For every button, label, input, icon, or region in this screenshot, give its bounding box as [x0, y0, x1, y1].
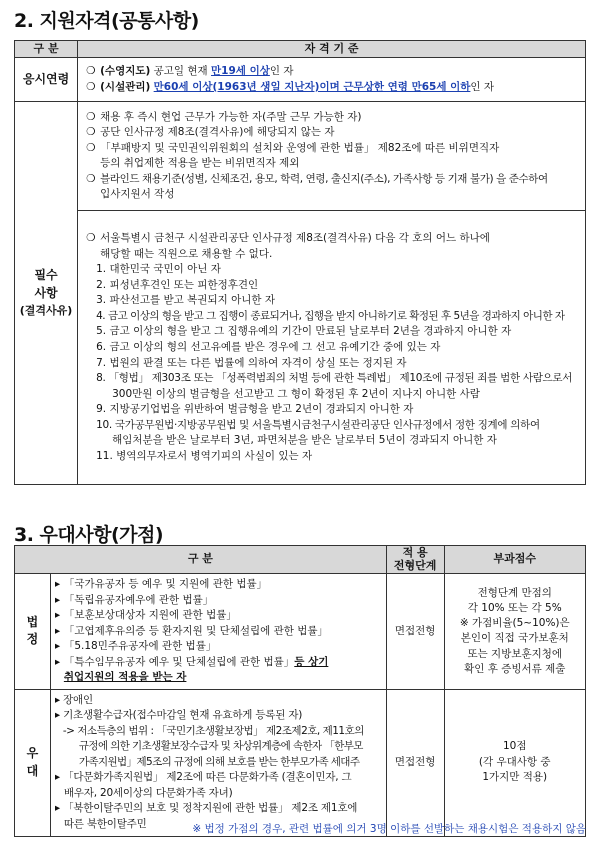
law-list — [50, 574, 386, 690]
law-score: 전형단계 만점의 각 10% 또는 각 5% ※ 가점비율(5~10%)은 본인이 직접 국가보훈처 또는 지방보훈지청에 확인 후 증빙서류 제출 — [444, 574, 586, 690]
law-label-2: 정 — [26, 632, 39, 647]
section-2-title: 2. 지원자격(공통사항) — [14, 10, 199, 32]
law-stage: 면접전형 — [386, 574, 444, 690]
law-row — [15, 574, 586, 690]
law-tail — [55, 670, 380, 686]
disq-intro-1: ❍ 서울특별시 금천구 시설관리공단 인사규정 제8조(결격사유) 다음 각 호의 어느 하나에 — [86, 231, 579, 247]
pref-score: 10점 (각 우대사항 중 1가지만 적용) — [444, 689, 586, 836]
pref-item: ▸ 기초생활수급자(접수마감일 현재 유효하게 등록된 자) — [54, 709, 303, 722]
pref-stage: 면접전형 — [386, 689, 444, 836]
circle-bullet-icon: ❍ — [86, 141, 96, 154]
table-header-row — [15, 41, 586, 58]
requirements-label-2: 사항 — [34, 286, 58, 301]
pref-label-1: 우 — [26, 745, 39, 760]
disq-item: 300만원 이상의 벌금형을 선고받고 그 형이 확정된 후 2년이 지나지 아니한 사람 — [112, 387, 480, 400]
req-line: ❍ 「부패방지 및 국민권익위원회의 설치와 운영에 관한 법률」 제82조에 따른 비위면직자 — [86, 141, 579, 157]
table-header-row — [15, 546, 586, 574]
law-item: ▸ 「5.18민주유공자에 관한 법률」 — [54, 640, 217, 653]
law-label — [15, 574, 51, 690]
pref-item: -> 저소득층의 범위 : 「국민기초생활보장법」 제2조제2호, 제11호의 — [62, 724, 364, 737]
header-category: 구 분 — [15, 546, 387, 574]
age-line-1-end: 인 자 — [269, 65, 294, 78]
preference-table — [14, 545, 586, 837]
law-item: ▸ 「국가유공자 등 예우 및 지원에 관한 법률」 — [54, 578, 268, 590]
pref-item: ▸ 장애인 — [54, 693, 93, 706]
header-score: 부과점수 — [444, 546, 586, 574]
pref-item: ▸ 「북한이탈주민의 보호 및 정착지원에 관한 법률」 제2조 제1호에 — [54, 802, 358, 815]
age-line-1-tag: (수영지도) — [100, 65, 151, 78]
requirements-row-a — [15, 102, 586, 211]
disqualification-list — [78, 211, 586, 485]
circle-bullet-icon: ❍ — [86, 232, 96, 245]
requirements-label-3: (결격사유) — [19, 303, 73, 317]
header-stage-1: 적 용 — [402, 545, 428, 559]
req-line: ❍ 공단 인사규정 제8조(결격사유)에 해당되지 않는 자 — [86, 125, 579, 141]
age-line-2-highlight: 만60세 이상(1963년 생일 지난자)이며 근무상한 연령 만65세 이하 — [153, 80, 471, 93]
header-stage — [386, 546, 444, 574]
law-tail-b: 취업지원의 적용을 받는 자 — [63, 671, 187, 684]
requirements-label-1: 필수 — [34, 268, 58, 283]
header-category: 구 분 — [15, 41, 78, 58]
circle-bullet-icon: ❍ — [86, 80, 96, 93]
pref-list — [50, 689, 386, 836]
age-line-1 — [86, 64, 579, 80]
requirements-general — [78, 102, 586, 211]
footnote: ※ 법정 가점의 경우, 관련 법률에 의거 3명 이하를 선발하는 채용시험은 적용하지 않음 — [192, 823, 586, 835]
req-line: 입사지원서 작성 — [100, 188, 175, 201]
age-line-2-end: 인 자 — [470, 80, 495, 93]
age-criteria — [78, 58, 586, 102]
req-line: 등의 취업제한 적용을 받는 비위면직자 제외 — [100, 157, 300, 170]
disq-item: 11. 병역의무자로서 병역기피의 사실이 있는 자 — [96, 449, 313, 462]
law-item: ▸ 「고엽제후유의증 등 환자지원 및 단체설립에 관한 법률」 — [54, 624, 329, 637]
pref-item: 규정에 의한 기초생활보장수급자 및 차상위계층에 속한자 「한부모 — [78, 740, 363, 753]
circle-bullet-icon: ❍ — [86, 126, 96, 139]
age-row — [15, 58, 586, 102]
circle-bullet-icon: ❍ — [86, 65, 96, 78]
pref-item: 따른 북한이탈주민 — [63, 817, 147, 830]
disq-item: 3. 파산선고를 받고 복권되지 아니한 자 — [96, 294, 275, 307]
pref-item: 배우자, 20세이상의 다문화가족 자녀) — [63, 786, 233, 799]
law-item: ▸ 「독립유공자예우에 관한 법률」 — [54, 593, 214, 606]
circle-bullet-icon: ❍ — [86, 110, 96, 123]
disq-item: 1. 대한민국 국민이 아닌 자 — [96, 263, 221, 276]
disq-item: 7. 법원의 판결 또는 다른 법률에 의하여 자격이 상실 또는 정지된 자 — [96, 356, 407, 369]
disq-intro-2: 해당할 때는 직원으로 채용할 수 없다. — [100, 247, 273, 260]
section-3-title: 3. 우대사항(가점) — [14, 524, 164, 546]
req-line: ❍ 블라인드 채용기준(성별, 신체조건, 용모, 학력, 연령, 출신지(주소), 가족사항 등 기재 불가) 을 준수하여 — [86, 172, 579, 188]
requirements-row-b — [15, 211, 586, 485]
disq-item: 9. 지방공기업법을 위반하여 벌금형을 받고 2년이 경과되지 아니한 자 — [96, 403, 414, 416]
disq-item: 6. 금고 이상의 형의 선고유예를 받은 경우에 그 선고 유예기간 중에 있는 자 — [96, 341, 441, 353]
pref-label-2: 대 — [26, 763, 39, 778]
law-item: ▸ 「특수임무유공자 예우 및 단체설립에 관한 법률」등 상기 — [54, 655, 329, 668]
header-criteria: 자 격 기 준 — [78, 41, 586, 58]
law-label-1: 법 — [26, 614, 39, 629]
pref-item: ▸ 「다문화가족지원법」 제2조에 따른 다문화가족 (결혼이민자, 그 — [54, 771, 352, 784]
disq-item: 10. 국가공무원법·지방공무원법 및 서울특별시금천구시설관리공단 인사규정에서 정한 징계에 의하여 — [96, 418, 540, 431]
pref-label — [15, 689, 51, 836]
age-line-1-highlight: 만19세 이상 — [211, 65, 270, 78]
disq-item: 4. 금고 이상의 형을 받고 그 집행이 종료되거나, 집행을 받지 아니하기로 확정된 후 5년을 경과하지 아니한 자 — [96, 309, 565, 322]
qualification-table — [14, 40, 586, 485]
disq-item: 5. 금고 이상의 형을 받고 그 집행유예의 기간이 만료된 날로부터 2년을 경과하지 아니한 자 — [96, 325, 512, 338]
age-label: 응시연령 — [15, 58, 78, 102]
header-stage-2: 전형단계 — [393, 558, 437, 572]
circle-bullet-icon: ❍ — [86, 172, 96, 185]
requirements-label — [15, 102, 78, 485]
disq-item: 해임처분을 받은 날로부터 3년, 파면처분을 받은 날로부터 5년이 경과되지 아니한 자 — [112, 434, 497, 447]
req-line: ❍ 채용 후 즉시 현업 근무가 가능한 자(주말 근무 가능한 자) — [86, 110, 579, 126]
disq-item: 2. 피성년후견인 또는 피한정후견인 — [96, 278, 259, 291]
pref-item: 가족지원법」제5조의 규정에 의해 보호를 받는 한부모가족 세대주 — [78, 755, 360, 768]
law-item: ▸ 「보훈보상대상자 지원에 관한 법률」 — [54, 609, 237, 622]
age-line-2 — [86, 80, 579, 96]
law-tail-a: 등 상기 — [294, 655, 329, 668]
age-line-2-tag: (시설관리) — [100, 80, 151, 93]
preference-row — [15, 689, 586, 836]
disq-item: 8. 「형법」 제303조 또는 「성폭력범죄의 처벌 등에 관한 특례법」 제10조에 규정된 죄를 범한 사람으로서 — [96, 372, 573, 385]
age-line-1-text: 공고일 현재 — [150, 65, 212, 78]
